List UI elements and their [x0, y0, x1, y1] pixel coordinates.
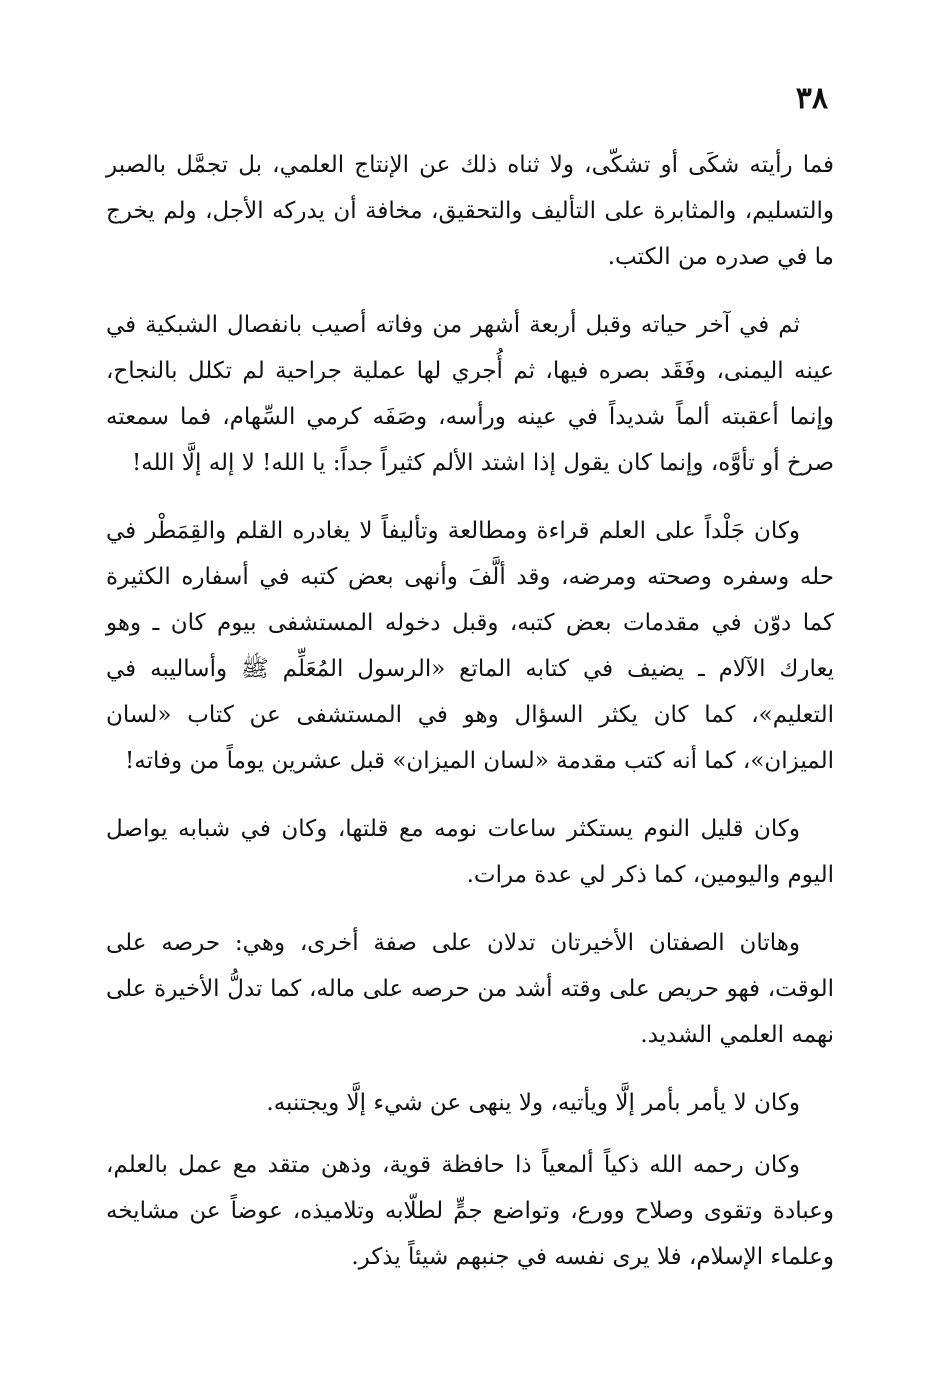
paragraph-6: وكان لا يأمر بأمر إلَّا ويأتيه، ولا ينهى عن شيء إلَّا ويجتنبه.	[266, 1090, 800, 1116]
paragraph-5: وهاتان الصفتان الأخيرتان تدلان على صفة أخرى، وهي: حرصه على الوقت، فهو حريص على وقته أشد من حرصه على ماله، كما تدلُّ الأخيرة على نهمه العلمي الشديد.	[106, 930, 834, 1048]
paragraph-1: فما رأيته شكَى أو تشكّى، ولا ثناه ذلك عن الإنتاج العلمي، بل تجمَّل بالصبر والتسليم، والمثابرة على التأليف والتحقيق، مخافة أن يدركه الأجل، ولم يخرج ما في صدره من الكتب.	[106, 152, 834, 270]
paragraph-4: وكان قليل النوم يستكثر ساعات نومه مع قلتها، وكان في شبابه يواصل اليوم واليومين، كما ذكر لي عدة مرات.	[106, 816, 834, 888]
paragraph-7: وكان رحمه الله ذكياً ألمعياً ذا حافظة قوية، وذهن متقد مع عمل بالعلم، وعبادة وتقوى وصلاح وورع، وتواضع جمٍّ لطلّابه وتلاميذه، عوضاً عن مشايخه وعلماء الإسلام، فلا يرى نفسه في جنبهم شيئاً يذكر.	[106, 1152, 834, 1270]
paragraph-2: ثم في آخر حياته وقبل أربعة أشهر من وفاته أصيب بانفصال الشبكية في عينه اليمنى، وفَقَد بصره فيها، ثم أُجري لها عملية جراحية لم تكلل بالنجاح، وإنما أعقبته ألماً شديداً في عينه ورأسه، وصَفَه كرمي السِّهام، فما سمعته صرخ أو تأوَّه، وإنما كان يقول إذا اشتد الألم كثيراً جداً: يا الله! لا إله إلَّا الله!	[106, 312, 834, 476]
paragraph-3: وكان جَلْداً على العلم قراءة ومطالعة وتأليفاً لا يغادره القلم والقِمَطْر في حله وسفره وصحته ومرضه، وقد ألَّفَ وأنهى بعض كتبه في أسفاره الكثيرة كما دوّن في مقدمات بعض كتبه، وقبل دخوله المستشفى بيوم كان ـ وهو يعارك الآلام ـ يضيف في كتابه الماتع «الرسول المُعَلِّم ﷺ وأساليبه في التعليم»، كما كان يكثر السؤال وهو في المستشفى عن كتاب «لسان الميزان»، كما أنه كتب مقدمة «لسان الميزان» قبل عشرين يوماً من وفاته!	[106, 518, 834, 774]
body-text	[106, 142, 834, 1302]
page-number: ٣٨	[795, 81, 828, 116]
